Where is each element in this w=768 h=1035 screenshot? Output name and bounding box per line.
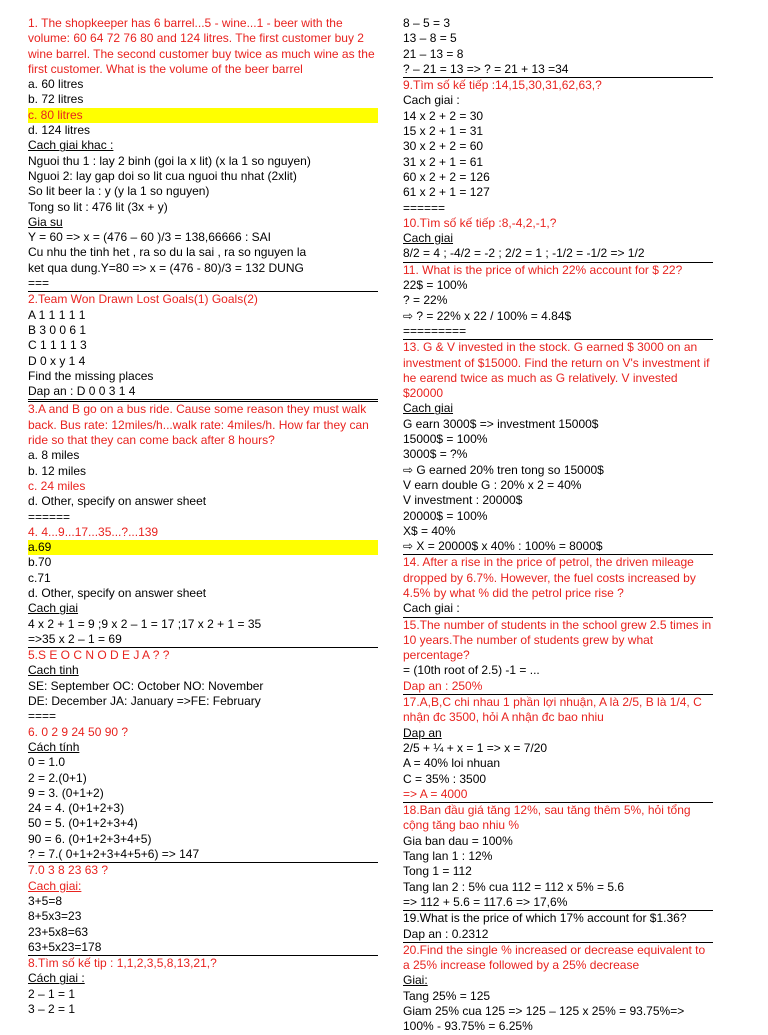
left-line: 4. 4...9...17...35...?...139 <box>28 524 159 539</box>
right-line: Gia ban dau = 100% <box>403 833 513 848</box>
right-line: Giam 25% cua 125 => 125 – 125 x 25% = 93.75%=> <box>403 1004 685 1018</box>
right-line: = (10th root of 2.5) -1 = ... <box>403 663 540 678</box>
left-line: 50 = 5. (0+1+2+3+4) <box>28 816 138 831</box>
right-line: 15 x 2 + 1 = 31 <box>403 124 484 139</box>
left-line: Find the missing places <box>28 368 154 383</box>
left-line: SE: September OC: October NO: November <box>28 678 264 693</box>
right-line: Cach giai <box>403 401 454 416</box>
right-line: 17.A,B,C chi nhau 1 phần lợi nhuận, A là 2/5, B là 1/4, C nhận đc 3500, hỏi A nhận đc bao nhiu <box>403 695 702 725</box>
left-line: Cach giai khac : <box>28 138 114 153</box>
left-line: ket qua dung.Y=80 => x = (476 - 80)/3 = 132 DUNG <box>28 260 304 275</box>
right-line: 20.Find the single % increased or decrease equivalent to a 25% increase followed by a 25% decrease <box>403 942 706 973</box>
left-line: 6. 0 2 9 24 50 90 ? <box>28 724 129 739</box>
right-line: 9.Tìm số kế tiếp :14,15,30,31,62,63,? <box>403 78 602 93</box>
right-line: V earn double G : 20% x 2 = 40% <box>403 477 582 492</box>
left-line: A 1 1 1 1 1 <box>28 307 86 322</box>
right-line: ? – 21 = 13 => ? = 21 + 13 =34 <box>403 62 713 78</box>
left-line: a. 8 miles <box>28 448 80 463</box>
left-line: Tong so lit : 476 lit (3x + y) <box>28 199 168 214</box>
right-line: 15.The number of students in the school grew 2.5 times in 10 years.The number of students grew by what percentage? <box>403 617 712 663</box>
left-line: Y = 60 => x = (476 – 60 )/3 = 138,66666 : SAI <box>28 230 271 245</box>
left-line: 3 – 2 = 1 <box>28 1002 76 1016</box>
right-line: 14 x 2 + 2 = 30 <box>403 108 484 123</box>
left-line: 8+5x3=23 <box>28 909 82 924</box>
right-line: 13. G & V invested in the stock. G earned $ 3000 on an investment of $15000. Find the return on V's investment if he earend twice as much as G relatively. V invested $20000 <box>403 340 710 401</box>
right-line: 20000$ = 100% <box>403 508 488 523</box>
left-line: ====== <box>28 509 71 524</box>
left-line: 1. The shopkeeper has 6 barrel...5 - wine...1 - beer with the volume: 60 64 72 76 80 and 124 litres. The first customer buy 2 wine barrel. The second customer buy twice as much wine as the first customer. What is the volume of the beer barrel <box>28 16 375 76</box>
right-line: => 112 + 5.6 = 117.6 => 17,6% <box>403 895 713 911</box>
left-line: Cach giai: <box>28 878 82 893</box>
right-line: Tong 1 = 112 <box>403 864 472 879</box>
left-line: Dap an : D 0 0 3 1 4 <box>28 384 378 402</box>
left-line: 90 = 6. (0+1+2+3+4+5) <box>28 831 152 846</box>
left-line: c. 80 litres <box>28 108 378 123</box>
left-line: === <box>28 276 378 292</box>
right-line: 61 x 2 + 1 = 127 <box>403 185 490 200</box>
left-line: =>35 x 2 – 1 = 69 <box>28 632 378 648</box>
right-line: Dap an : 250% <box>403 679 713 695</box>
left-line: C 1 1 1 1 3 <box>28 338 87 353</box>
right-line: Cach giai : <box>403 93 460 108</box>
right-line: 19.What is the price of which 17% account for $1.36? <box>403 911 687 926</box>
left-line: Nguoi thu 1 : lay 2 binh (goi la x lit) (x la 1 so nguyen) <box>28 153 311 168</box>
left-line: 2 – 1 = 1 <box>28 986 76 1001</box>
left-line: a.69 <box>28 540 378 555</box>
left-line: 4 x 2 + 1 = 9 ;9 x 2 – 1 = 17 ;17 x 2 + 1 = 35 <box>28 616 262 631</box>
left-line: Cach tinh <box>28 663 79 678</box>
left-line: 2 = 2.(0+1) <box>28 770 87 785</box>
right-line: Cach giai : <box>403 601 713 617</box>
left-line: 8.Tìm số kế tip : 1,1,2,3,5,8,13,21,? <box>28 956 217 971</box>
left-line: Cach giai <box>28 601 79 616</box>
right-line: 10.Tìm số kế tiếp :8,-4,2,-1,? <box>403 215 557 230</box>
left-line: 9 = 3. (0+1+2) <box>28 785 104 800</box>
right-line: ⇨ X = 20000$ x 40% : 100% = 8000$ <box>403 539 713 555</box>
right-line: ? = 22% <box>403 293 448 308</box>
right-line: 14. After a rise in the price of petrol, the driven mileage dropped by 6.7%. However, the fuel costs increased by 4.5% by what % did the petrol price rise ? <box>403 555 696 600</box>
right-line: 13 – 8 = 5 <box>403 31 457 46</box>
right-line: Dap an <box>403 725 442 740</box>
right-line: Dap an : 0.2312 <box>403 927 713 943</box>
left-line: 3.A and B go on a bus ride. Cause some reason they must walk back. Bus rate: 12miles/h...walk rate: 4miles/h. How far they can ride so that they can come back after 8 hours? <box>28 402 369 448</box>
left-line: a. 60 litres <box>28 77 84 92</box>
right-line: => A = 4000 <box>403 787 713 803</box>
left-column <box>28 16 378 1017</box>
left-line: 5.S E O C N O D E J A ? ? <box>28 648 170 663</box>
right-line: V investment : 20000$ <box>403 493 523 508</box>
right-line: 8 – 5 = 3 <box>403 16 451 30</box>
left-line: Cách tính <box>28 739 80 754</box>
right-line: 11. What is the price of which 22% account for $ 22? <box>403 262 683 277</box>
right-line: ====== <box>403 200 446 215</box>
right-column <box>403 16 713 1035</box>
right-line: 30 x 2 + 2 = 60 <box>403 139 484 154</box>
left-line: d. Other, specify on answer sheet <box>28 585 207 600</box>
left-line: 24 = 4. (0+1+2+3) <box>28 801 125 816</box>
left-line: Gia su <box>28 214 63 229</box>
right-line: X$ = 40% <box>403 523 456 538</box>
right-line: 15000$ = 100% <box>403 432 488 447</box>
right-line: 100% - 93.75% = 6.25% <box>403 1019 533 1034</box>
left-line: B 3 0 0 6 1 <box>28 322 87 337</box>
left-line: 2.Team Won Drawn Lost Goals(1) Goals(2) <box>28 292 258 307</box>
right-line: Tang lan 1 : 12% <box>403 849 493 864</box>
right-line: 21 – 13 = 8 <box>403 46 464 61</box>
right-line: 31 x 2 + 1 = 61 <box>403 154 484 169</box>
left-line: Cách giai : <box>28 971 85 986</box>
right-line: Cach giai <box>403 231 454 246</box>
left-line: 0 = 1.0 <box>28 755 66 770</box>
left-line: ? = 7.( 0+1+2+3+4+5+6) => 147 <box>28 847 378 863</box>
right-line: A = 40% loi nhuan <box>403 756 501 771</box>
left-line: c.71 <box>28 570 51 585</box>
right-line: G earn 3000$ => investment 15000$ <box>403 416 599 431</box>
right-line: ========= <box>403 324 713 340</box>
left-line: 63+5x23=178 <box>28 940 378 956</box>
left-line: Nguoi 2: lay gap doi so lit cua nguoi thu nhat (2xlit) <box>28 168 297 183</box>
right-line: C = 35% : 3500 <box>403 771 487 786</box>
left-line: Cu nhu the tinh het , ra so du la sai , ra so nguyen la <box>28 245 307 260</box>
right-line: ⇨ G earned 20% tren tong so 15000$ <box>403 462 604 477</box>
left-line: ==== <box>28 709 57 724</box>
left-line: d. 124 litres <box>28 123 91 138</box>
left-line: 7.0 3 8 23 63 ? <box>28 863 109 878</box>
left-line: So lit beer la : y (y la 1 so nguyen) <box>28 184 210 199</box>
left-line: d. Other, specify on answer sheet <box>28 494 207 509</box>
left-line: b. 12 miles <box>28 463 87 478</box>
left-line: D 0 x y 1 4 <box>28 353 86 368</box>
left-line: 23+5x8=63 <box>28 924 89 939</box>
right-line: 3000$ = ?% <box>403 447 468 462</box>
left-line: b.70 <box>28 555 52 570</box>
right-line: Tang 25% = 125 <box>403 988 491 1003</box>
right-line: 18.Ban đầu giá tăng 12%, sau tăng thêm 5%, hỏi tổng cộng tăng bao nhiu % <box>403 803 691 833</box>
right-line: 8/2 = 4 ; -4/2 = -2 ; 2/2 = 1 ; -1/2 = -1/2 => 1/2 <box>403 246 713 262</box>
right-line: Tang lan 2 : 5% cua 112 = 112 x 5% = 5.6 <box>403 879 625 894</box>
right-line: Giai: <box>403 973 428 988</box>
left-line: c. 24 miles <box>28 478 86 493</box>
right-line: 22$ = 100% <box>403 278 468 293</box>
right-line: 2/5 + ¼ + x = 1 => x = 7/20 <box>403 740 548 755</box>
left-line: DE: December JA: January =>FE: February <box>28 694 261 709</box>
left-line: 3+5=8 <box>28 893 63 908</box>
right-line: 60 x 2 + 2 = 126 <box>403 169 490 184</box>
left-line: b. 72 litres <box>28 92 84 107</box>
right-line: ⇨ ? = 22% x 22 / 100% = 4.84$ <box>403 308 572 323</box>
